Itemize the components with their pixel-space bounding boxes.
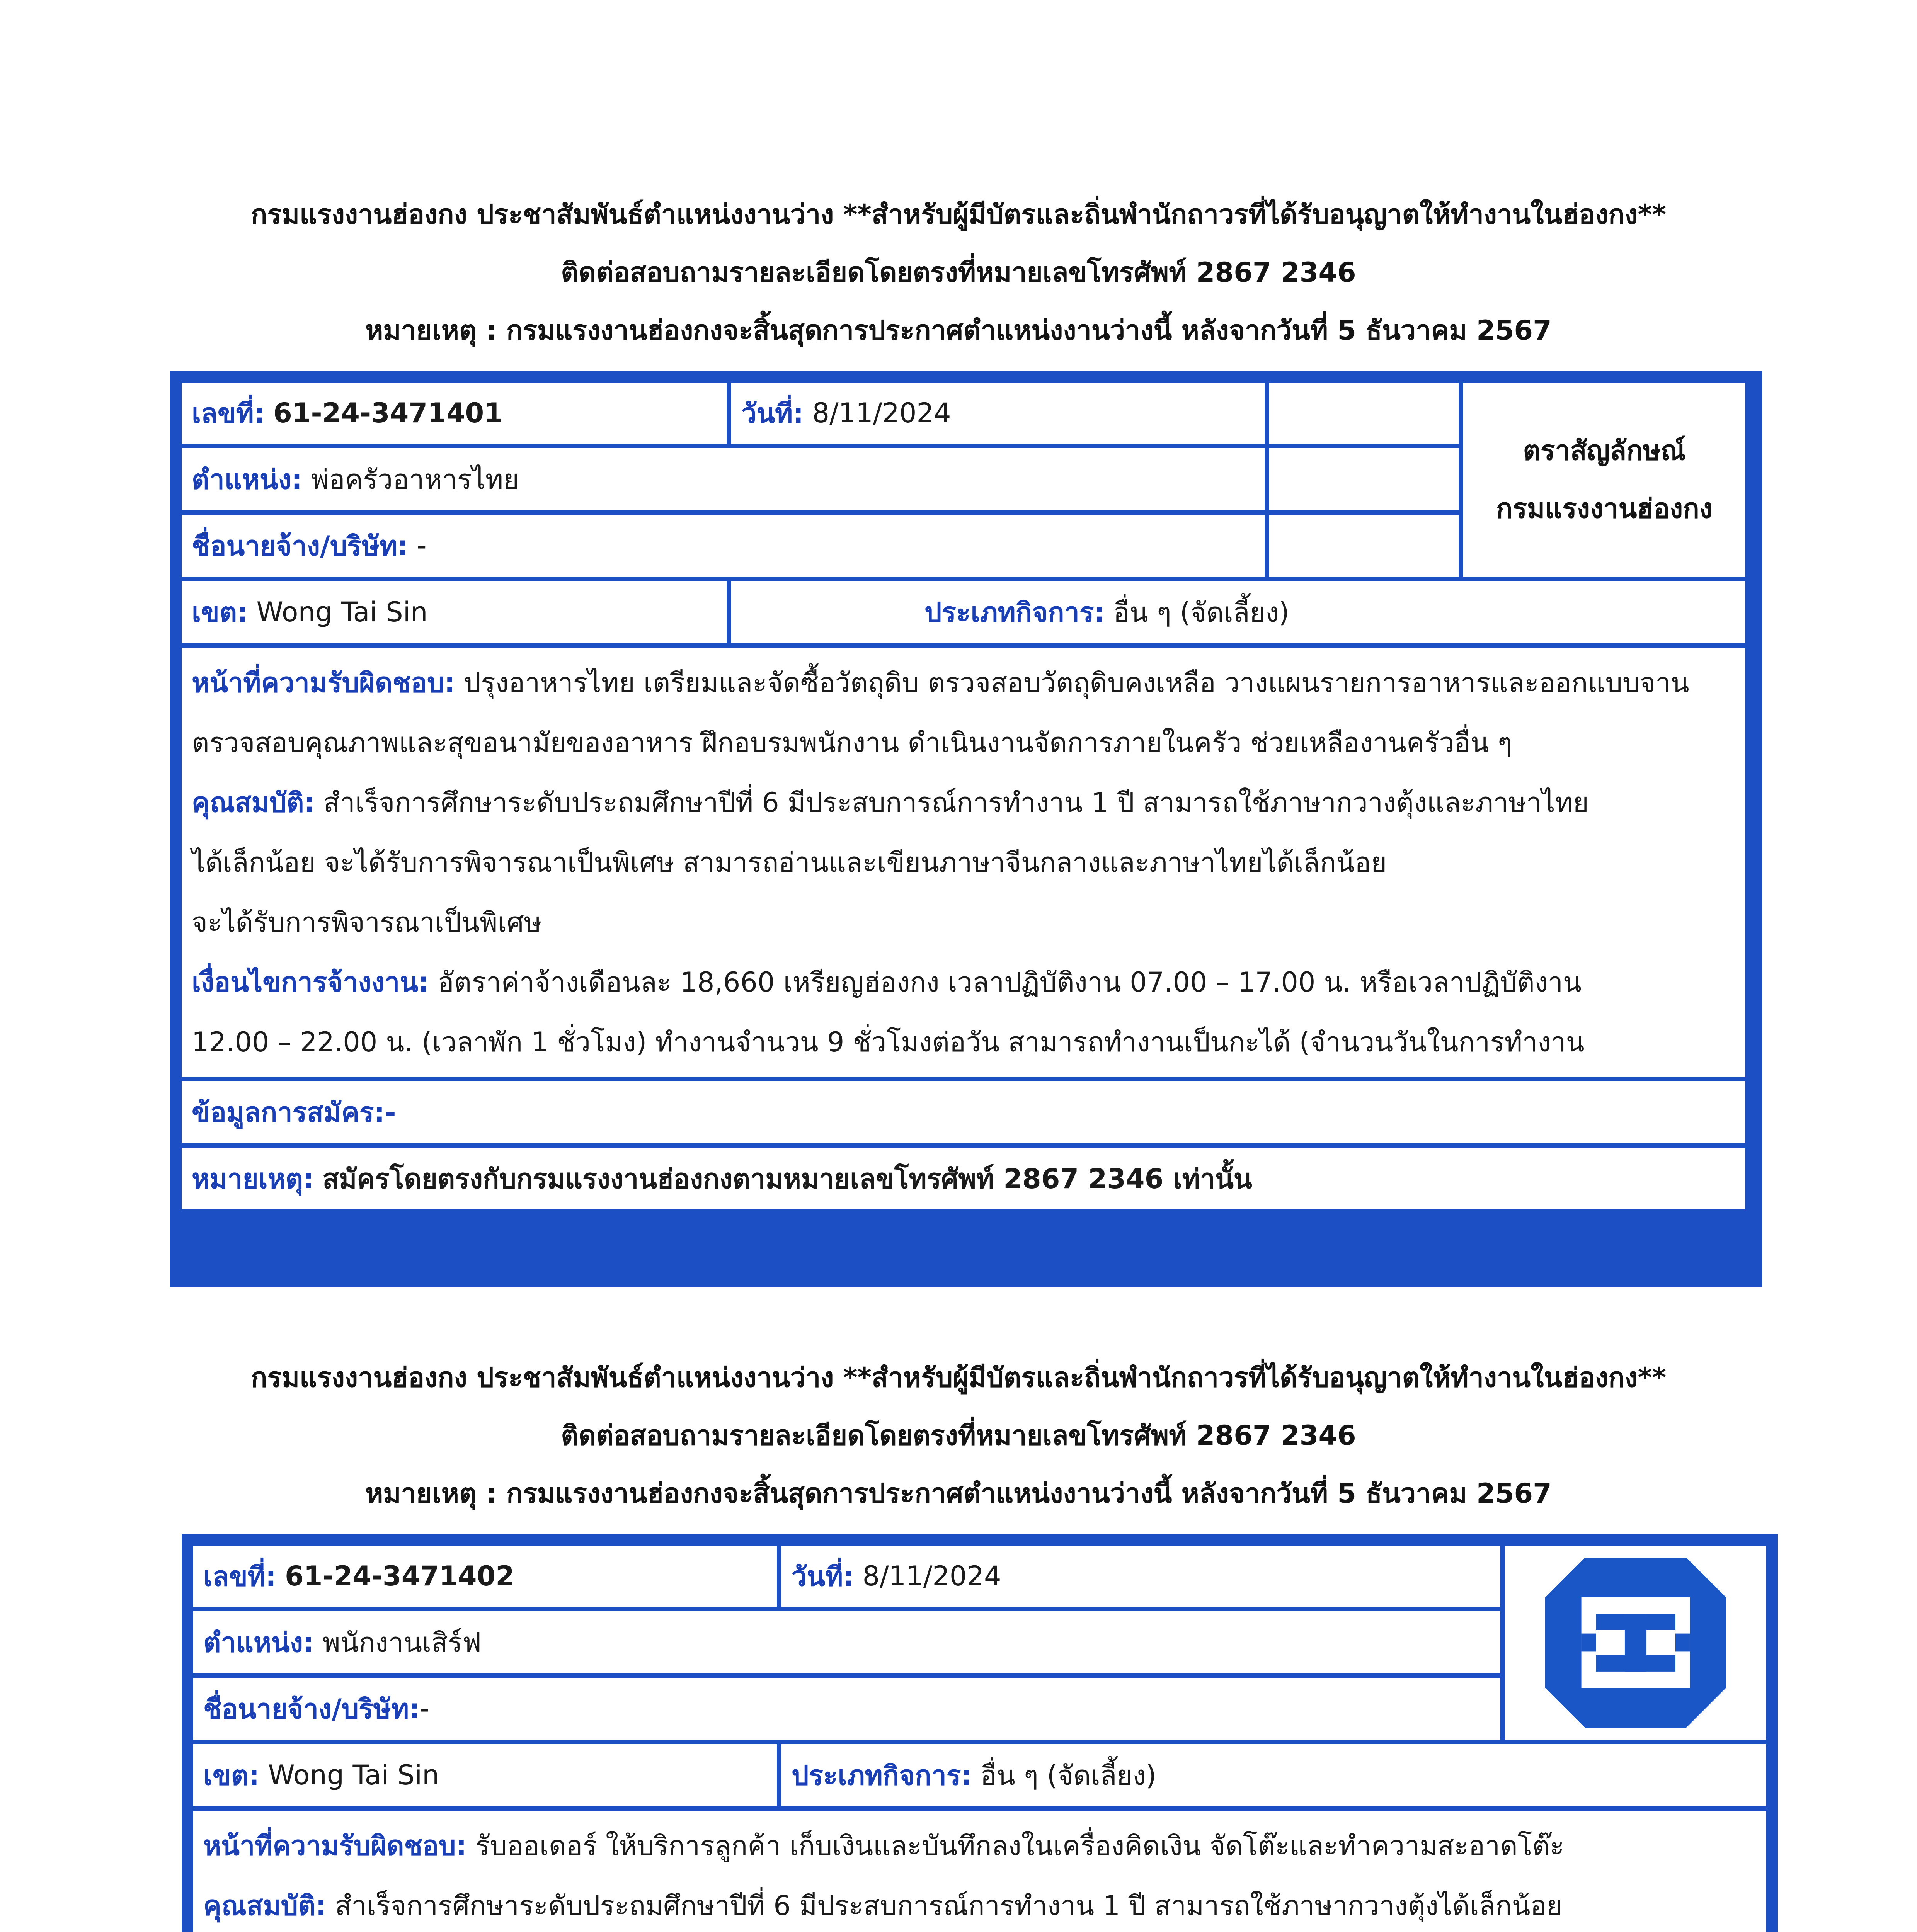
business-type-value: อื่น ๆ (จัดเลี้ยง) [1113, 596, 1289, 628]
emblem-placeholder-line-1: ตราสัญลักษณ์ [1523, 435, 1686, 466]
job-number-cell [193, 1546, 777, 1607]
labour-department-logo-icon [1545, 1558, 1726, 1728]
position-value: พ่อครัวอาหารไทย [311, 463, 519, 495]
position-value: พนักงานเสิร์ฟ [322, 1626, 482, 1658]
duties-label: หน้าที่ความรับผิดชอบ: [192, 667, 455, 699]
header-line-2: ติดต่อสอบถามรายละเอียดโดยตรงที่หมายเลขโทรศัพท์ 2867 2346 [561, 1420, 1356, 1451]
header-line-2: ติดต่อสอบถามรายละเอียดโดยตรงที่หมายเลขโทรศัพท์ 2867 2346 [561, 257, 1356, 288]
remark-cell [182, 1148, 1745, 1209]
remark-value: สมัครโดยตรงกับกรมแรงงานฮ่องกงตามหมายเลขโทรศัพท์ 2867 2346 เท่านั้น [322, 1163, 1252, 1195]
employer-value: - [420, 1693, 430, 1725]
blank-cell [1269, 515, 1459, 577]
district-cell [182, 581, 727, 643]
duties-text-1: ปรุงอาหารไทย เตรียมและจัดซื้อวัตถุดิบ ตรวจสอบวัตถุดิบคงเหลือ วางแผนรายการอาหารและออกแบบจาน [463, 667, 1689, 699]
business-type-value: อื่น ๆ (จัดเลี้ยง) [980, 1759, 1156, 1791]
qualifications-text-2: ได้เล็กน้อย จะได้รับการพิจารณาเป็นพิเศษ สามารถอ่านและเขียนภาษาจีนกลางและภาษาไทยได้เล็กน้อย [192, 847, 1387, 878]
conditions-text-1: อัตราค่าจ้างเดือนละ 18,660 เหรียญฮ่องกง เวลาปฏิบัติงาน 07.00 – 17.00 น. หรือเวลาปฏิบัติงาน [438, 966, 1582, 998]
date-label: วันที่: [792, 1560, 854, 1592]
announcement-header-1 [77, 185, 1840, 359]
employer-cell [193, 1678, 1500, 1740]
conditions-text-2: 12.00 – 22.00 น. (เวลาพัก 1 ชั่วโมง) ทำงานจำนวน 9 ชั่วโมงต่อวัน สามารถทำงานเป็นกะได้ (จำนวนวันในการทำงาน [192, 1026, 1585, 1058]
district-value: Wong Tai Sin [268, 1759, 439, 1791]
job-card-1 [170, 371, 1762, 1287]
job-number-value: 61-24-3471401 [273, 397, 503, 429]
qualifications-label: คุณสมบัติ: [203, 1890, 327, 1922]
duties-line [192, 653, 1735, 713]
employer-value: - [417, 530, 427, 561]
conditions-line [192, 952, 1735, 1012]
header-line-3: หมายเหตุ : กรมแรงงานฮ่องกงจะสิ้นสุดการประกาศตำแหน่งงานว่างนี้ หลังจากวันที่ 5 ธันวาคม 2567 [365, 315, 1552, 346]
district-cell [193, 1744, 777, 1806]
job-number-value: 61-24-3471402 [285, 1560, 514, 1592]
conditions-label: เงื่อนไขการจ้างงาน: [192, 966, 429, 998]
date-cell [731, 383, 1265, 444]
remark-label: หมายเหตุ: [192, 1163, 314, 1195]
job-number-cell [182, 383, 727, 444]
employer-label: ชื่อนายจ้าง/บริษัท: [203, 1693, 420, 1725]
business-type-cell [781, 1744, 1766, 1806]
qualifications-text-3: จะได้รับการพิจารณาเป็นพิเศษ [192, 906, 542, 938]
district-label: เขต: [192, 596, 248, 628]
details-cell [193, 1811, 1766, 1932]
emblem-placeholder-line-2: กรมแรงงานฮ่องกง [1496, 493, 1713, 524]
qualifications-line [192, 773, 1735, 833]
header-line-1: กรมแรงงานฮ่องกง ประชาสัมพันธ์ตำแหน่งงานว่าง **สำหรับผู้มีบัตรและถิ่นพำนักถาวรที่ได้รับอนุญาตให้ทำงานในฮ่องกง** [250, 1362, 1666, 1393]
announcement-header-2 [77, 1349, 1840, 1522]
emblem-cell [1463, 383, 1745, 577]
details-cell [182, 648, 1745, 1077]
date-value: 8/11/2024 [862, 1560, 1001, 1592]
date-label: วันที่: [741, 397, 804, 429]
qualifications-text-1: สำเร็จการศึกษาระดับประถมศึกษาปีที่ 6 มีประสบการณ์การทำงาน 1 ปี สามารถใช้ภาษากวางตุ้งและภาษาไทย [323, 787, 1589, 818]
blank-cell [1269, 383, 1459, 444]
duties-text-1: รับออเดอร์ ให้บริการลูกค้า เก็บเงินและบันทึกลงในเครื่องคิดเงิน จัดโต๊ะและทำความสะอาดโต๊ะ [475, 1830, 1565, 1862]
blank-cell [1269, 448, 1459, 510]
job-number-label: เลขที่: [192, 397, 265, 429]
logo-cell [1505, 1546, 1766, 1740]
duties-line [203, 1816, 1756, 1876]
application-cell [182, 1081, 1745, 1143]
business-type-label: ประเภทกิจการ: [792, 1759, 972, 1791]
date-value: 8/11/2024 [812, 397, 951, 429]
job-card-2 [182, 1534, 1778, 1932]
duties-text-2: ตรวจสอบคุณภาพและสุขอนามัยของอาหาร ฝึกอบรมพนักงาน ดำเนินงานจัดการภายในครัว ช่วยเหลืองานครัวอื่น ๆ [192, 727, 1512, 759]
business-type-cell [731, 581, 1745, 643]
district-label: เขต: [203, 1759, 260, 1791]
application-label: ข้อมูลการสมัคร:- [192, 1096, 396, 1128]
qualifications-label: คุณสมบัติ: [192, 787, 315, 818]
qualifications-line [203, 1876, 1756, 1932]
duties-label: หน้าที่ความรับผิดชอบ: [203, 1830, 467, 1862]
job-number-label: เลขที่: [203, 1560, 276, 1592]
business-type-label: ประเภทกิจการ: [924, 596, 1105, 628]
header-line-3: หมายเหตุ : กรมแรงงานฮ่องกงจะสิ้นสุดการประกาศตำแหน่งงานว่างนี้ หลังจากวันที่ 5 ธันวาคม 2567 [365, 1478, 1552, 1509]
position-cell [182, 448, 1265, 510]
qualifications-text-1: สำเร็จการศึกษาระดับประถมศึกษาปีที่ 6 มีประสบการณ์การทำงาน 1 ปี สามารถใช้ภาษากวางตุ้งได้เล็กน้อย [335, 1890, 1563, 1922]
employer-cell [182, 515, 1265, 577]
date-cell [781, 1546, 1500, 1607]
employer-label: ชื่อนายจ้าง/บริษัท: [192, 530, 409, 562]
position-label: ตำแหน่ง: [203, 1626, 314, 1658]
conditions-text-3 [192, 1072, 1735, 1077]
position-label: ตำแหน่ง: [192, 463, 303, 495]
position-cell [193, 1611, 1500, 1673]
header-line-1: กรมแรงงานฮ่องกง ประชาสัมพันธ์ตำแหน่งงานว่าง **สำหรับผู้มีบัตรและถิ่นพำนักถาวรที่ได้รับอนุญาตให้ทำงานในฮ่องกง** [250, 199, 1666, 230]
district-value: Wong Tai Sin [256, 596, 428, 628]
